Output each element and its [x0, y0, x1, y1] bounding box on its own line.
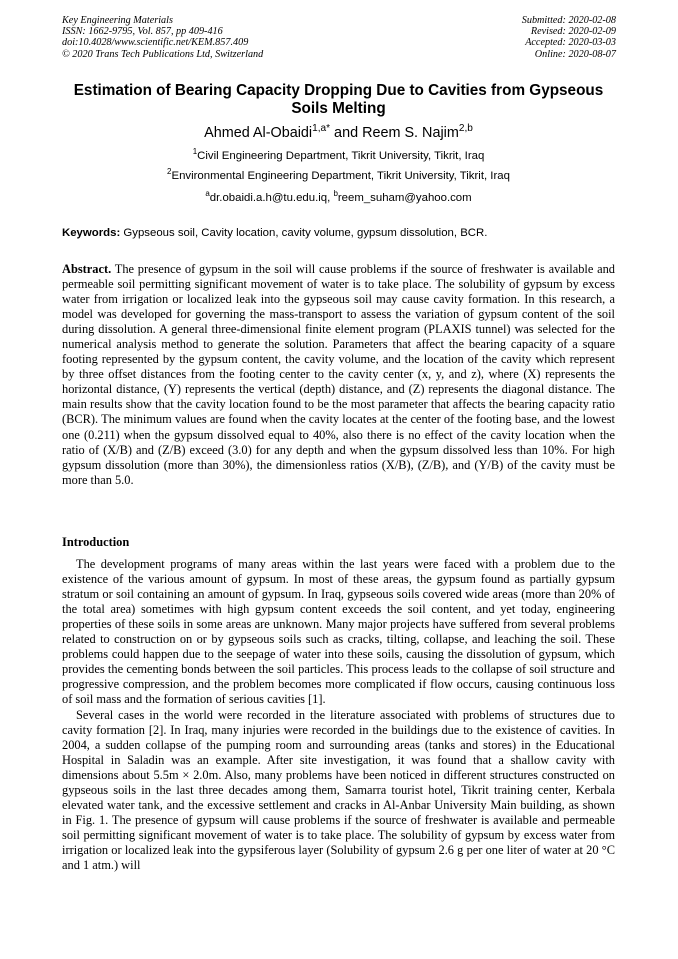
journal-name: Key Engineering Materials	[62, 15, 173, 26]
dates-info	[522, 15, 616, 60]
online-date: Online: 2020-08-07	[534, 48, 616, 60]
affiliation-2-text: Environmental Engineering Department, Tikrit University, Tikrit, Iraq	[171, 170, 510, 182]
email-a[interactable]: dr.obaidi.a.h@tu.edu.iq,	[209, 192, 334, 204]
introduction-heading: Introduction	[62, 535, 130, 549]
journal-info	[62, 15, 263, 60]
doi: doi:10.4028/www.scientific.net/KEM.857.409	[62, 37, 249, 49]
revised-date: Revised: 2020-02-09	[530, 26, 616, 38]
submitted-date: Submitted: 2020-02-08	[521, 15, 616, 26]
authors	[62, 125, 615, 141]
author-1: Ahmed Al-Obaidi	[204, 125, 313, 141]
copyright: © 2020 Trans Tech Publications Ltd, Switzerland	[62, 48, 264, 60]
abstract-text: The presence of gypsum in the soil will cause problems if the source of freshwater is available and permeable soil permitting significant movement of water is to take place. The solubility of gypsum by excess water from irrigation or localized leak into the gypseous soil may cause cavity formation. In this research, a model was developed for governing the mass-transport to assess the variation of gypsum content of the soil during dissolution. A general three-dimensional finite element program (PLAXIS tunnel) was selected for the numerical analysis method to generate the solution. Parameters that affect the bearing capacity of a square footing represented by the gypsum content, the cavity volume, and the location of the cavity which represent by three offset distances from the footing center to the cavity center (x, y, and z), where (X) represents the horizontal distance, (Y) represents the vertical (depth) distance, and (Z) represents the diagonal distance. The main results show that the cavity location found to be the most parameter that affects the bearing capacity ratio (BCR). The minimum values are found when the cavity locates at the center of the footing base, and the lowest one (0.211) when the gypsum dissolved equal to 40%, also there is no effect of the cavity location when the ratio of (X/B) and (Z/B) exceed (3.0) for any depth and when the gypsum dissolved less than 10%. For high gypsum dissolution (more than 30%), the dimensionless ratios (X/B), (Z/B), and (Y/B) of the cavity must be more than 5.0.	[62, 262, 615, 487]
keywords	[62, 227, 615, 239]
keywords-text: Gypseous soil, Cavity location, cavity volume, gypsum dissolution, BCR.	[120, 227, 488, 239]
author-2-sup: 2,b	[458, 123, 473, 135]
keywords-label: Keywords:	[62, 227, 121, 239]
paper-title: Estimation of Bearing Capacity Dropping Due to Cavities from Gypseous Soils Melting	[73, 82, 604, 117]
affiliation-1-sup: 1	[192, 147, 198, 157]
author-and: and	[330, 125, 363, 141]
introduction-section	[62, 535, 615, 873]
abstract-label: Abstract.	[62, 262, 112, 276]
author-2: Reem S. Najim	[362, 125, 459, 141]
paragraph: The development programs of many areas within the last years were faced with a problem due to the existence of the various amount of gypsum. In most of these areas, the gypsum found as partially gypsum stratum or soil containing an amount of gypsum. In Iraq, gypseous soils covered wide areas (more than 20% of the total area) sometimes with high gypsum content exceeds the soil content, and yet today, engineering properties of these soils in some areas are unknown. Many major projects have suffered from several problems related to construction on or by gypseous soils such as cracks, tilting, collapse, and leaching the soil. These problems could happen due to the seepage of water into these soils, causing the dissolution of gypsum, which provides the cementing bonds between the soil particles. This process leads to the collapse of soil structure and progressive compression, and the problem becomes more complicated if flow occurs, causing continuous loss of soil mass and the formation of serious cavities [1].	[62, 557, 615, 707]
accepted-date: Accepted: 2020-03-03	[525, 37, 616, 49]
affiliation-1	[62, 147, 615, 162]
email-a-sup: a	[205, 189, 210, 199]
email-b-sup: b	[333, 189, 338, 199]
emails	[62, 189, 615, 204]
abstract	[62, 262, 615, 488]
affiliation-2-sup: 2	[167, 167, 172, 177]
author-1-sup: 1,a*	[312, 123, 331, 135]
paragraph: Several cases in the world were recorded in the literature associated with problems of structures due to cavity formation [2]. In Iraq, many injuries were recorded in the buildings due to the existence of cavities. In 2004, a sudden collapse of the pumping room and surrounding areas (tanks and stores) in the Educational Hospital in Saladin was an example. After site investigation, it was found that a shallow cavity with dimensions about 5.5m × 2.0m. Also, many problems have been noticed in different structures constructed on gypseous soils in the last three decades among them, Samarra tourist hotel, Tikrit training center, Kerbala elevated water tank, and the excessive settlement and cracks in Al-Anbar University Main building, as shown in Fig. 1. The presence of gypsum will cause problems if the source of freshwater is available and permeable soil permitting significant movement of water is to take place. The solubility of gypsum by excess water from irrigation or localized leak into the gypsiferous layer (Solubility of gypsum 2.6 g per one liter of water at 20 °C and 1 atm.) will	[62, 707, 615, 872]
affiliation-1-text: Civil Engineering Department, Tikrit University, Tikrit, Iraq	[197, 150, 485, 162]
issn: ISSN: 1662-9795, Vol. 857, pp 409-416	[62, 26, 223, 38]
email-b[interactable]: reem_suham@yahoo.com	[337, 192, 472, 204]
affiliation-2	[62, 167, 615, 182]
